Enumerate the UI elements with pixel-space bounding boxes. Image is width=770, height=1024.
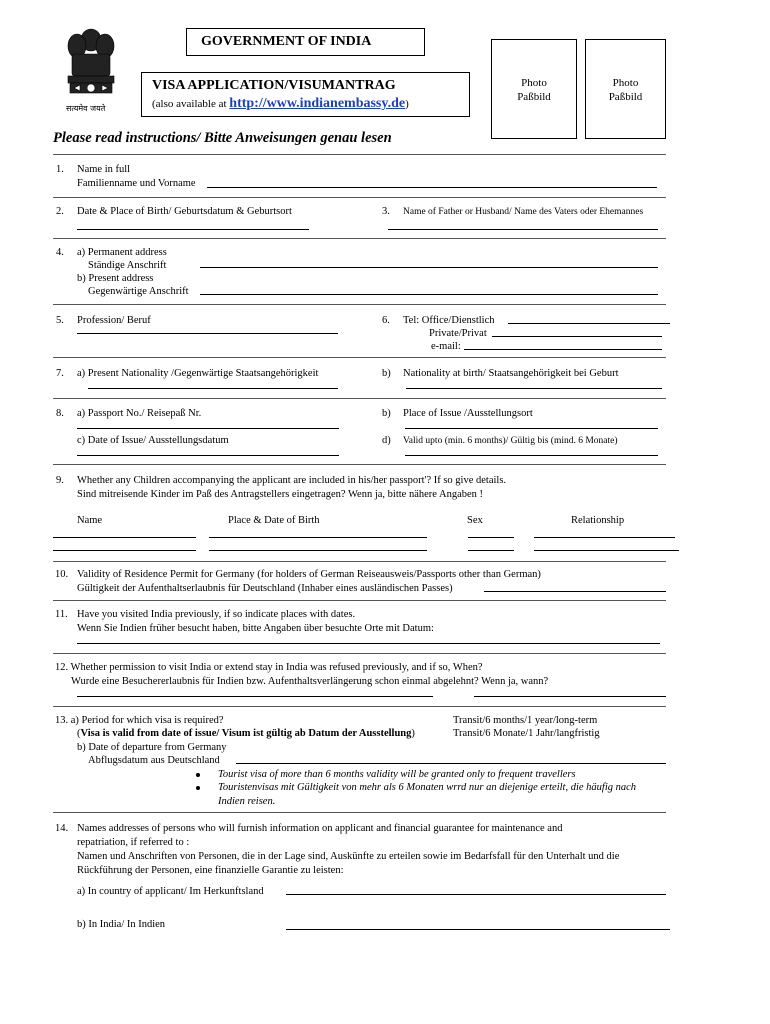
- birth-date-place-field[interactable]: [77, 229, 309, 230]
- q13-period-question: 13. a) Period for which visa is required?: [55, 715, 224, 726]
- q6-email-label: e-mail:: [431, 341, 461, 352]
- q5-number: 5.: [56, 315, 64, 326]
- valid-upto-field[interactable]: [405, 455, 658, 456]
- divider: [53, 464, 666, 465]
- children-col-name: Name: [77, 515, 103, 526]
- q9-question: Whether any Children accompanying the applicant are included in his/her passport'? If so give details.: [77, 475, 507, 486]
- q7-nationality-at-birth-label: Nationality at birth/ Staatsangehörigkeit bei Geburt: [403, 368, 619, 379]
- divider: [53, 398, 666, 399]
- q3-number: 3.: [382, 206, 390, 217]
- children-col-relationship: Relationship: [571, 515, 625, 526]
- q14-india-label: b) In India/ In Indien: [77, 919, 166, 930]
- q1-number: 1.: [56, 164, 64, 175]
- q12-question-de: Wurde eine Besuchererlaubnis für Indien bzw. Aufenthaltsverlängerung schon einmal abgelehnt? Wenn ja, wann?: [71, 676, 549, 687]
- also-available-prefix: (also available at: [152, 98, 230, 110]
- profession-field[interactable]: [77, 333, 338, 334]
- home-country-reference-field[interactable]: [286, 894, 666, 895]
- q12-question: 12. Whether permission to visit India or extend stay in India was refused previously, and if so, When?: [55, 662, 483, 673]
- q8-number: 8.: [56, 408, 64, 419]
- form-title-box: [141, 72, 470, 117]
- permanent-address-field[interactable]: [200, 267, 658, 268]
- q4-present-address-label-de: Gegenwärtige Anschrift: [88, 286, 189, 297]
- q14-question-de: Namen und Anschriften von Personen, die in der Lage sind, Auskünfte zu erteilen sowie im Bedarfsfall für den Unterhalt und die: [77, 851, 620, 862]
- q14-number: 14.: [55, 823, 69, 834]
- q14-home-country-label: a) In country of applicant/ Im Herkunftsland: [77, 886, 264, 897]
- child-2-sex-field[interactable]: [468, 550, 514, 551]
- photo-label: Photo: [612, 77, 639, 89]
- tourist-visa-note: Tourist visa of more than 6 months validity will be granted only to frequent travellers: [218, 769, 576, 780]
- q6-number: 6.: [382, 315, 390, 326]
- divider: [53, 812, 666, 813]
- children-col-birth: Place & Date of Birth: [228, 515, 320, 526]
- divider: [53, 600, 666, 601]
- divider: [53, 238, 666, 239]
- instructions: Please read instructions/ Bitte Anweisungen genau lesen: [53, 130, 392, 146]
- q5-label: Profession/ Beruf: [77, 315, 151, 326]
- refusal-date-field[interactable]: [474, 696, 666, 697]
- q4-permanent-address-label: a) Permanent address: [77, 247, 167, 258]
- divider: [53, 561, 666, 562]
- q8-place-of-issue-label: Place of Issue /Ausstellungsort: [403, 408, 533, 419]
- q13-departure-label: b) Date of departure from Germany: [77, 742, 227, 753]
- departure-date-field[interactable]: [236, 763, 666, 764]
- private-phone-field[interactable]: [492, 336, 662, 337]
- photo-label: Photo: [521, 77, 547, 89]
- q10-question-de: Gültigkeit der Aufenthaltserlaubnis für Deutschland (Inhaber eines ausländischen Passes): [77, 583, 453, 594]
- q2-number: 2.: [56, 206, 64, 217]
- children-col-sex: Sex: [467, 515, 483, 526]
- passbild-label: Paßbild: [517, 91, 551, 103]
- q7-present-nationality-label: a) Present Nationality /Gegenwärtige Staatsangehörigkeit: [77, 368, 319, 379]
- government-title-box: [186, 28, 425, 56]
- visa-period-options[interactable]: Transit/6 months/1 year/long-term: [453, 715, 598, 726]
- india-reference-field[interactable]: [286, 929, 670, 930]
- q14-question-de-cont: Rückführung der Personen, eine finanzielle Garantie zu leisten:: [77, 865, 344, 876]
- q13-validity-note: [77, 727, 415, 740]
- q10-number: 10.: [55, 569, 69, 580]
- q14-question-cont: repatriation, if referred to :: [77, 837, 190, 848]
- q8-valid-upto-label: Valid upto (min. 6 months)/ Gültig bis (mind. 6 Monate): [403, 436, 618, 446]
- validity-note-text: Visa is valid from date of issue/ Visum ist gültig ab Datum der Ausstellung: [80, 728, 412, 739]
- q10-question: Validity of Residence Permit for Germany (for holders of German Reiseausweis/Passports other than German): [77, 569, 541, 580]
- date-of-issue-field[interactable]: [77, 455, 339, 456]
- refusal-details-field[interactable]: [77, 696, 433, 697]
- q11-question: Have you visited India previously, if so indicate places with dates.: [77, 609, 356, 620]
- q3-label: Name of Father or Husband/ Name des Vaters oder Ehemannes: [403, 207, 644, 217]
- email-field[interactable]: [464, 349, 662, 350]
- divider: [53, 154, 666, 155]
- divider: [53, 357, 666, 358]
- divider: [53, 197, 666, 198]
- child-2-relationship-field[interactable]: [534, 550, 679, 551]
- child-2-name-field[interactable]: [53, 550, 196, 551]
- visa-period-options-de[interactable]: Transit/6 Monate/1 Jahr/langfristig: [453, 728, 600, 739]
- father-husband-name-field[interactable]: [388, 229, 658, 230]
- q11-question-de: Wenn Sie Indien früher besucht haben, bitte Angaben über besuchte Orte mit Datum:: [77, 623, 434, 634]
- government-title: GOVERNMENT OF INDIA: [201, 34, 372, 49]
- q4-present-address-label: b) Present address: [77, 273, 154, 284]
- q8-b-marker: b): [382, 408, 391, 419]
- tourist-visa-note-de-cont: Indien reisen.: [218, 796, 276, 807]
- q8-date-of-issue-label: c) Date of Issue/ Ausstellungsdatum: [77, 435, 229, 446]
- tourist-visa-note-de: Touristenvisas mit Gültigkeit von mehr als 6 Monaten wrrd nur an diejenige erteilt, die häufig nach: [218, 782, 637, 793]
- q4-number: 4.: [56, 247, 64, 258]
- divider: [53, 706, 666, 707]
- q6-tel-label: Tel: Office/Dienstlich: [403, 315, 495, 326]
- q7-number: 7.: [56, 368, 64, 379]
- q11-number: 11.: [55, 609, 68, 620]
- q8-d-marker: d): [382, 435, 391, 446]
- note-open: (: [77, 728, 81, 739]
- q6-private-label: Private/Privat: [429, 328, 487, 339]
- q1-label-de: Familienname und Vorname: [77, 178, 196, 189]
- full-name-field[interactable]: [207, 187, 657, 188]
- emblem-motto: सत्यमेव जयते: [66, 104, 106, 113]
- q7-b-marker: b): [382, 368, 391, 379]
- residence-permit-validity-field[interactable]: [484, 591, 666, 592]
- present-address-field[interactable]: [200, 294, 658, 295]
- note-close: ): [411, 728, 415, 739]
- child-1-sex-field[interactable]: [468, 537, 514, 538]
- q4-permanent-address-label-de: Ständige Anschrift: [88, 260, 167, 271]
- also-available: [152, 97, 409, 111]
- national-emblem: [60, 24, 122, 112]
- divider: [53, 304, 666, 305]
- website-link[interactable]: http://www.indianembassy.de: [229, 96, 406, 111]
- bullet-icon: [196, 786, 200, 790]
- form-title: VISA APPLICATION/VISUMANTRAG: [152, 78, 396, 93]
- child-1-birth-field[interactable]: [209, 537, 427, 538]
- lion-capital-icon: [60, 24, 122, 104]
- office-phone-field[interactable]: [508, 323, 670, 324]
- nationality-at-birth-field[interactable]: [406, 388, 662, 389]
- passbild-label: Paßbild: [608, 91, 643, 103]
- q1-label: Name in full: [77, 164, 131, 175]
- bullet-icon: [196, 773, 200, 777]
- q2-label: Date & Place of Birth/ Geburtsdatum & Geburtsort: [77, 206, 292, 217]
- photo-box-1: [491, 39, 577, 139]
- previous-visits-field[interactable]: [77, 643, 660, 644]
- q13-departure-label-de: Abflugsdatum aus Deutschland: [88, 755, 220, 766]
- child-1-relationship-field[interactable]: [534, 537, 675, 538]
- also-available-suffix: ): [405, 98, 409, 110]
- divider: [53, 653, 666, 654]
- place-of-issue-field[interactable]: [405, 428, 658, 429]
- child-1-name-field[interactable]: [53, 537, 196, 538]
- q14-question: Names addresses of persons who will furnish information on applicant and financial guarantee for maintenance and: [77, 823, 563, 834]
- child-2-birth-field[interactable]: [209, 550, 427, 551]
- q8-passport-no-label: a) Passport No./ Reisepaß Nr.: [77, 408, 202, 419]
- photo-box-2: [585, 39, 666, 139]
- q9-number: 9.: [56, 475, 64, 486]
- passport-number-field[interactable]: [77, 428, 339, 429]
- q9-question-de: Sind mitreisende Kinder im Paß des Antragstellers eingetragen? Wenn ja, bitte nähere Angaben !: [77, 489, 484, 500]
- present-nationality-field[interactable]: [88, 388, 338, 389]
